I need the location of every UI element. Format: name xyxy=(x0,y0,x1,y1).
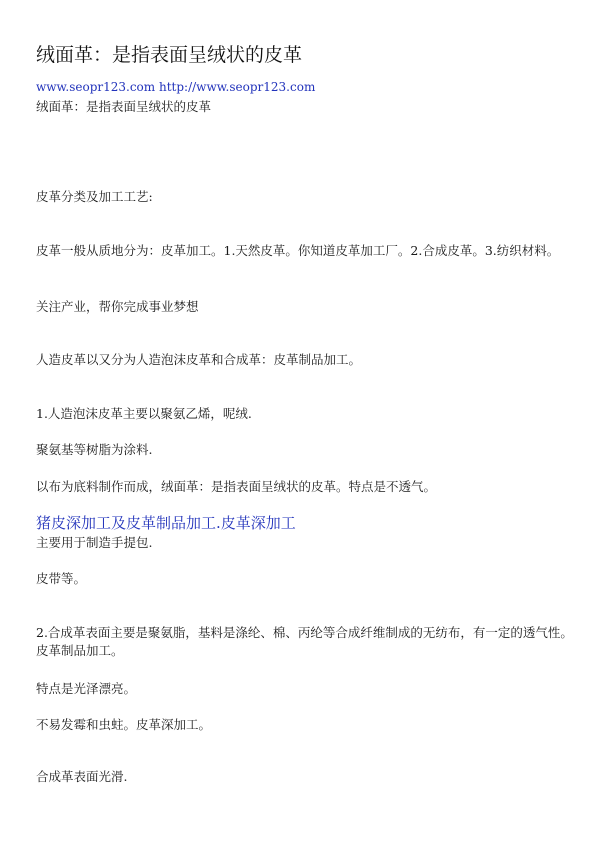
paragraph-industry-slogan: 关注产业，帮你完成事业梦想 xyxy=(36,299,199,314)
pigskin-processing-link[interactable]: 猪皮深加工及皮革制品加工.皮革深加工 xyxy=(36,514,296,532)
site-link-2[interactable]: http://www.seopr123.com xyxy=(158,80,316,94)
paragraph-mold-resistant: 不易发霉和虫蛀。皮革深加工。 xyxy=(36,717,212,732)
site-link-1[interactable]: www.seopr123.com xyxy=(36,80,156,94)
paragraph-handbag-use: 主要用于制造手提包. xyxy=(36,535,153,550)
page-title: 绒面革：是指表面呈绒状的皮革 xyxy=(36,44,303,66)
paragraph-artificial-leather: 人造皮革以又分为人造泡沫皮革和合成革：皮革制品加工。 xyxy=(36,352,362,367)
link-row xyxy=(36,80,315,94)
paragraph-foam-leather: 1.人造泡沫皮革主要以聚氨乙烯，呢绒. xyxy=(36,406,252,421)
paragraph-leather-products: 皮革制品加工。 xyxy=(36,643,124,658)
paragraph-synthetic-leather: 2.合成革表面主要是聚氨脂，基料是涤纶、棉、丙纶等合成纤维制成的无纺布，有一定的透气性。 xyxy=(36,625,573,640)
paragraph-resin-coating: 聚氨基等树脂为涂料. xyxy=(36,442,153,457)
subtitle-paragraph: 绒面革：是指表面呈绒状的皮革 xyxy=(36,99,212,114)
paragraph-classification-heading: 皮革分类及加工工艺: xyxy=(36,189,153,204)
paragraph-fabric-base: 以布为底料制作而成，绒面革：是指表面呈绒状的皮革。特点是不透气。 xyxy=(36,479,437,494)
paragraph-belts: 皮带等。 xyxy=(36,571,87,586)
paragraph-material-types: 皮革一般从质地分为：皮革加工。1.天然皮革。你知道皮革加工厂。2.合成皮革。3.纺织材料。 xyxy=(36,243,560,258)
paragraph-smooth-surface: 合成革表面光滑. xyxy=(36,769,128,784)
paragraph-glossy: 特点是光泽漂亮。 xyxy=(36,681,137,696)
